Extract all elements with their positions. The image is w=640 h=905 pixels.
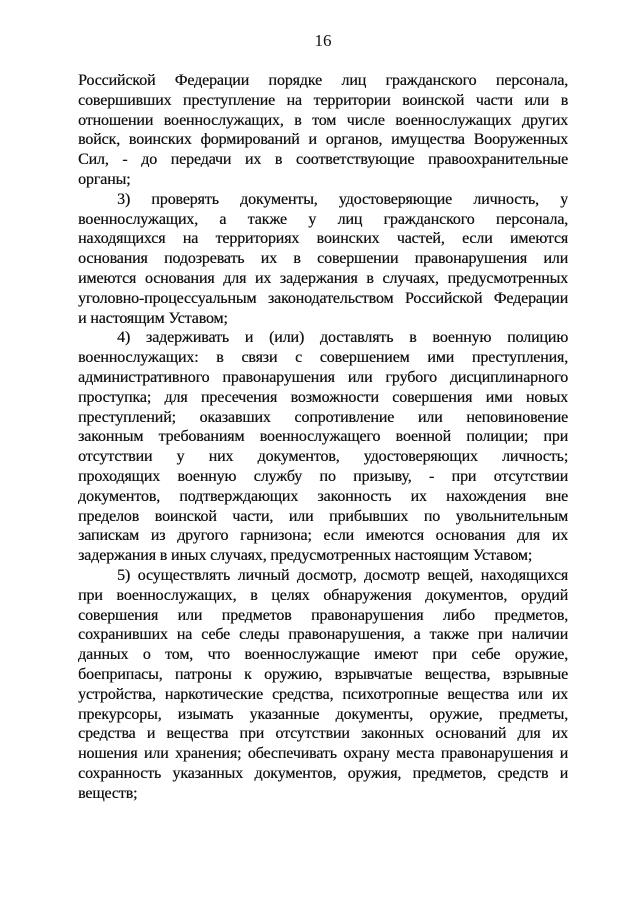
text-line: войск, воинских формирований и органов, имущества Вооруженных <box>78 131 568 149</box>
text-line: преступлений; оказавших сопротивление или неповиновение <box>78 408 568 426</box>
page-number: 16 <box>314 31 332 50</box>
text-line: имеются основания для их задержания в случаях, предусмотренных <box>78 269 568 287</box>
text-line: военнослужащих: в связи с совершением ими преступления, <box>78 349 568 367</box>
text-line: документов, подтверждающих законность их нахождения вне <box>78 487 568 505</box>
text-line: находящихся на территориях воинских частей, если имеются <box>78 230 568 248</box>
text-line: устройства, наркотические средства, психотропные вещества или их <box>78 685 568 703</box>
text-line: боеприпасы, патроны к оружию, взрывчатые вещества, взрывные <box>78 665 568 683</box>
text-line: органы; <box>78 170 131 188</box>
text-line: 5) осуществлять личный досмотр, досмотр вещей, находящихся <box>117 566 568 584</box>
text-line: ношения или хранения; обеспечивать охрану места правонарушения и <box>78 745 568 763</box>
text-line: средства и вещества при отсутствии законных оснований для их <box>78 725 568 743</box>
text-line: проступка; для пресечения возможности совершения ими новых <box>78 388 568 406</box>
text-line: отсутствии у них документов, удостоверяющих личность; <box>78 448 568 466</box>
text-line: уголовно-процессуальным законодательством Российской Федерации <box>78 289 568 307</box>
text-line: законным требованиям военнослужащего военной полиции; при <box>78 428 568 446</box>
text-line: и настоящим Уставом; <box>78 309 228 327</box>
text-line: прекурсоры, изымать указанные документы, оружие, предметы, <box>78 705 568 723</box>
text-line: пределов воинской части, или прибывших по увольнительным <box>78 507 568 525</box>
body-text <box>78 71 568 803</box>
text-line: отношении военнослужащих, в том числе военнослужащих других <box>78 111 568 129</box>
text-line: сохранивших на себе следы правонарушения, а также при наличии <box>78 626 568 644</box>
text-line: Сил, - до передачи их в соответствующие правоохранительные <box>78 151 568 169</box>
text-line: основания подозревать их в совершении правонарушения или <box>78 250 568 268</box>
text-line: Российской Федерации порядке лиц гражданского персонала, <box>78 72 568 89</box>
text-line: задержания в иных случаях, предусмотренных настоящим Уставом; <box>78 547 533 565</box>
text-line: при военнослужащих, в целях обнаружения документов, орудий <box>78 586 568 604</box>
text-line: веществ; <box>78 784 138 802</box>
text-line: данных о том, что военнослужащие имеют при себе оружие, <box>78 646 568 664</box>
text-line: совершивших преступление на территории воинской части или в <box>78 91 568 109</box>
text-line: административного правонарушения или грубого дисциплинарного <box>78 368 568 386</box>
text-line: военнослужащих, а также у лиц гражданского персонала, <box>78 210 568 228</box>
text-line: совершения или предметов правонарушения либо предметов, <box>78 606 568 624</box>
text-line: 3) проверять документы, удостоверяющие личность, у <box>117 190 568 208</box>
text-line: запискам из другого гарнизона; если имеются основания для их <box>78 527 568 545</box>
text-line: проходящих военную службу по призыву, - при отсутствии <box>78 467 568 485</box>
text-line: 4) задерживать и (или) доставлять в военную полицию <box>117 329 568 347</box>
text-line: сохранность указанных документов, оружия, предметов, средств и <box>78 764 568 782</box>
